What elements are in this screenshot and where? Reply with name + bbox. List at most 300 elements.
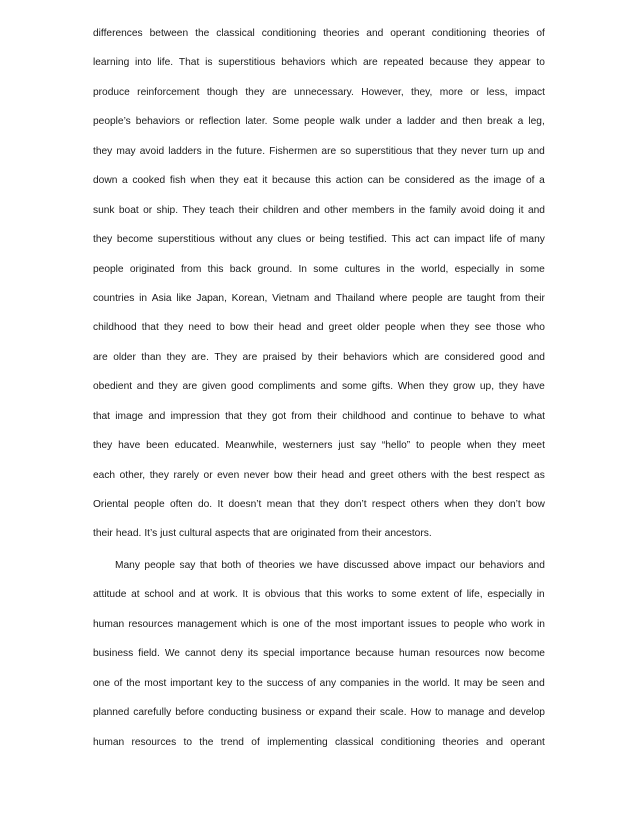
word: it (262, 175, 268, 187)
word: people (144, 560, 175, 571)
word: of (245, 560, 255, 571)
word: they (497, 440, 517, 452)
word: they (319, 499, 340, 510)
word: they (473, 57, 494, 69)
word: extent (421, 589, 449, 601)
word: are (182, 381, 198, 393)
word: develop (509, 707, 545, 719)
word: like (176, 292, 192, 304)
word: where (379, 292, 408, 304)
word: members (351, 204, 395, 216)
word: often (169, 499, 193, 510)
word: become (508, 648, 545, 660)
word: when (466, 440, 492, 452)
word: and (302, 204, 320, 216)
word: older (113, 351, 136, 363)
word: That (178, 57, 200, 69)
word: most (334, 618, 358, 630)
word: be (486, 677, 498, 689)
word: image (115, 410, 144, 422)
word: when (444, 499, 469, 510)
word: and (527, 351, 545, 363)
word: respect (371, 499, 406, 510)
word: planned (93, 707, 130, 719)
word: back (229, 263, 252, 275)
word: when (420, 322, 445, 334)
word: image (493, 175, 522, 187)
word: given (201, 381, 227, 393)
word: in (205, 145, 214, 157)
word: action (335, 175, 363, 187)
word: more (439, 86, 463, 98)
word: their (253, 322, 274, 334)
word: childhood (342, 410, 386, 422)
word: rarely (173, 469, 199, 481)
word: their (356, 707, 376, 719)
word: in (139, 292, 148, 304)
word: other, (119, 469, 146, 481)
text-line (93, 589, 545, 618)
word: are (424, 351, 440, 363)
word: with (430, 469, 449, 481)
word: do. (197, 499, 213, 510)
word: without (219, 234, 252, 246)
word: and (391, 410, 409, 422)
word: boat (118, 204, 139, 216)
word: and (527, 677, 545, 689)
word: up, (479, 381, 495, 393)
word: is (205, 57, 213, 69)
word: what (523, 410, 545, 422)
word: reflection (199, 116, 241, 128)
paragraph-1 (93, 28, 545, 558)
word: of (453, 589, 463, 601)
word: head. (115, 528, 142, 540)
word: those (496, 322, 522, 334)
word: they (245, 86, 265, 98)
word: in (505, 263, 514, 275)
word: can (367, 175, 385, 187)
word: ship. (156, 204, 179, 216)
word: or (470, 86, 480, 98)
word: have (118, 440, 141, 452)
word: and (320, 381, 338, 393)
word: human (398, 648, 431, 660)
word: in (386, 263, 395, 275)
word: people (134, 499, 165, 510)
word: their (317, 351, 338, 363)
word: impact (514, 86, 545, 98)
word: though (206, 86, 238, 98)
word: It (453, 677, 460, 689)
word: compliments (258, 381, 316, 393)
word: as (459, 175, 471, 187)
word: one (93, 677, 110, 689)
word: the (217, 145, 233, 157)
word: that (199, 560, 217, 571)
word: which (240, 618, 267, 630)
word: classical (334, 736, 374, 748)
word: older (357, 322, 380, 334)
word: the (316, 618, 331, 630)
word: taught (466, 292, 496, 304)
word: behaviors (281, 57, 326, 69)
word: of (303, 618, 313, 630)
word: eat (243, 175, 258, 187)
word: to (416, 440, 425, 452)
word: and (527, 204, 545, 216)
word: human (93, 736, 125, 748)
word: to (509, 410, 519, 422)
word: because (272, 175, 311, 187)
word: have (522, 381, 545, 393)
word: of (506, 234, 516, 246)
word: seen (501, 677, 524, 689)
word: differences (93, 28, 143, 39)
word: scale. (379, 707, 407, 719)
word: they (163, 322, 184, 334)
word: the (453, 469, 468, 481)
word: into (135, 57, 152, 69)
word: trend (220, 736, 244, 748)
word: they (450, 322, 470, 334)
word: world. (422, 677, 451, 689)
word: in (536, 589, 545, 601)
word: doesn’t (228, 499, 262, 510)
word: that (93, 410, 110, 422)
word: between (149, 28, 189, 39)
word: that (225, 410, 243, 422)
text-line (93, 234, 545, 263)
word: being (319, 234, 345, 246)
word: a (539, 175, 545, 187)
text-line (93, 528, 545, 557)
word: to (457, 410, 466, 422)
word: are (362, 57, 378, 69)
word: produce (93, 86, 130, 98)
word: praised (262, 351, 297, 363)
word: work (511, 618, 533, 630)
word: each (93, 469, 116, 481)
word: or (184, 116, 195, 128)
word: field. (138, 648, 160, 660)
word: walk (339, 116, 361, 128)
word: this (207, 263, 224, 275)
word: people (384, 322, 416, 334)
word: educated. (174, 440, 220, 452)
word: above (393, 560, 421, 571)
word: they (219, 175, 239, 187)
word: their (297, 469, 317, 481)
word: conditioning (431, 28, 487, 39)
word: meet (522, 440, 545, 452)
word: and (488, 707, 506, 719)
word: any (256, 234, 273, 246)
word: and (485, 736, 503, 748)
word: originated (290, 528, 336, 540)
word: is (252, 589, 261, 601)
word: clues (277, 234, 302, 246)
word: who (526, 322, 545, 334)
word: head (321, 469, 345, 481)
word: and (148, 410, 166, 422)
word: a (517, 116, 524, 128)
word: continue (413, 410, 452, 422)
word: unnecessary. (294, 86, 354, 98)
text-line (93, 175, 545, 204)
text-line (93, 322, 545, 351)
word: others (410, 499, 440, 510)
word: We (164, 648, 180, 660)
word: any (319, 677, 337, 689)
word: because (355, 648, 394, 660)
word: they (498, 381, 519, 393)
word: They (214, 351, 238, 363)
word: cultures (344, 263, 381, 275)
word: Thailand (335, 292, 375, 304)
word: are (272, 528, 288, 540)
word: grow (453, 381, 476, 393)
word: it (518, 204, 524, 216)
word: This (391, 234, 411, 246)
word: good (499, 351, 523, 363)
word: It (242, 589, 249, 601)
word: issues (407, 618, 437, 630)
text-line (93, 87, 545, 116)
word: that (304, 589, 322, 601)
word: the (400, 263, 415, 275)
word: the (411, 204, 426, 216)
word: never (243, 469, 270, 481)
word: How (410, 707, 431, 719)
word: It (217, 499, 224, 510)
word: many (519, 234, 545, 246)
word: even (217, 469, 240, 481)
word: they (429, 381, 449, 393)
word: they, (411, 86, 433, 98)
word: work. (213, 589, 238, 601)
word: Some (272, 116, 300, 128)
word: act (415, 234, 429, 246)
word: they (474, 499, 494, 510)
word: important (361, 618, 404, 630)
word: because (429, 57, 469, 69)
word: superstitious (218, 57, 276, 69)
word: impact (425, 560, 456, 571)
word: manage (447, 707, 485, 719)
word: business (261, 707, 302, 719)
word: management (177, 618, 237, 630)
word: theories (323, 28, 360, 39)
word: conducting (208, 707, 258, 719)
word: doing (489, 204, 515, 216)
word: other (324, 204, 348, 216)
word: cannot (185, 648, 216, 660)
text-line (93, 737, 545, 766)
word: they (93, 440, 113, 452)
word: as (534, 469, 545, 481)
word: teach (209, 204, 235, 216)
word: deny (220, 648, 243, 660)
word: or (203, 469, 213, 481)
word: their (317, 410, 337, 422)
word: they (247, 410, 267, 422)
word: people (453, 618, 485, 630)
word: from (338, 528, 359, 540)
word: from (291, 410, 312, 422)
word: the (248, 677, 263, 689)
text-line (93, 57, 545, 86)
text-line (93, 648, 545, 677)
word: and (366, 28, 384, 39)
word: and (136, 381, 154, 393)
word: may (463, 677, 483, 689)
word: impression (170, 410, 220, 422)
word: resources (128, 618, 174, 630)
word: in (537, 618, 545, 630)
word: obedient (93, 381, 133, 393)
word: behaviors (135, 116, 180, 128)
word: of (307, 677, 316, 689)
word: are (93, 351, 108, 363)
word: some (341, 381, 367, 393)
word: turn (490, 145, 509, 157)
word: others (397, 469, 427, 481)
word: need (188, 322, 212, 334)
word: they (166, 351, 186, 363)
word: from (180, 263, 202, 275)
word: operant (510, 736, 545, 748)
word: people (304, 116, 335, 128)
word: to (216, 322, 225, 334)
word: and (178, 589, 196, 601)
word: Many (115, 560, 140, 571)
word: they (158, 381, 178, 393)
word: It’s (144, 528, 158, 540)
word: carefully (133, 707, 172, 719)
word: obvious (264, 589, 300, 601)
word: originated (129, 263, 175, 275)
word: “hello” (381, 440, 411, 452)
word: which (392, 351, 419, 363)
word: or (305, 234, 315, 246)
word: especially (454, 263, 500, 275)
word: implementing (267, 736, 328, 748)
word: respect (496, 469, 530, 481)
word: who (488, 618, 508, 630)
word: got (271, 410, 287, 422)
word: importance (299, 648, 351, 660)
word: a (396, 116, 402, 128)
word: considered (404, 175, 455, 187)
word: best (472, 469, 492, 481)
word: when (190, 175, 215, 187)
word: greet (370, 469, 394, 481)
text-line (93, 264, 545, 293)
word: greet (328, 322, 352, 334)
word: However, (361, 86, 404, 98)
word: of (525, 175, 535, 187)
word: from (499, 292, 521, 304)
word: cultural (179, 528, 212, 540)
word: Meanwhile, (225, 440, 277, 452)
word: superstitious (355, 145, 413, 157)
word: bow (229, 322, 249, 334)
word: down (93, 175, 118, 187)
word: or (305, 707, 315, 719)
word: operant (390, 28, 425, 39)
word: theories (493, 28, 530, 39)
word: don’t (344, 499, 367, 510)
word: avoid (460, 204, 485, 216)
word: gifts. (371, 381, 394, 393)
word: human (93, 618, 125, 630)
text-line (93, 440, 545, 469)
word: future. (236, 145, 266, 157)
word: that (252, 528, 270, 540)
word: attitude (93, 589, 127, 601)
word: people (93, 263, 124, 275)
word: and (527, 145, 545, 157)
word: resources (435, 648, 480, 660)
word: some (391, 589, 417, 601)
word: then (462, 116, 483, 128)
word: of (536, 28, 545, 39)
word: say (360, 440, 376, 452)
word: by (301, 351, 313, 363)
word: are (271, 86, 287, 98)
text-line (93, 411, 545, 440)
word: works (346, 589, 374, 601)
word: break (487, 116, 513, 128)
text-line (93, 560, 545, 589)
word: this (326, 589, 343, 601)
word: may (116, 145, 136, 157)
word: impact (454, 234, 485, 246)
word: the (404, 677, 420, 689)
word: Vietnam (272, 292, 310, 304)
word: bow (526, 499, 545, 510)
word: and (348, 469, 366, 481)
word: their (93, 528, 113, 540)
word: they (437, 145, 457, 157)
word: just (160, 528, 177, 540)
word: their (361, 528, 382, 540)
word: been (146, 440, 169, 452)
word: Fishermen (269, 145, 318, 157)
text-line (93, 381, 545, 410)
word: business (93, 648, 134, 660)
word: theories (258, 560, 295, 571)
word: school (144, 589, 174, 601)
word: especially (487, 589, 533, 601)
word: the (199, 736, 214, 748)
word: both (221, 560, 242, 571)
word: are. (191, 351, 209, 363)
word: less, (486, 86, 508, 98)
word: considered (444, 351, 495, 363)
word: to (183, 736, 192, 748)
word: childhood (93, 322, 137, 334)
word: mean (266, 499, 293, 510)
word: a (122, 175, 128, 187)
word: one (282, 618, 300, 630)
word: to (236, 677, 245, 689)
word: aspects (214, 528, 250, 540)
word: ground. (257, 263, 293, 275)
word: world, (421, 263, 449, 275)
word: They (182, 204, 206, 216)
